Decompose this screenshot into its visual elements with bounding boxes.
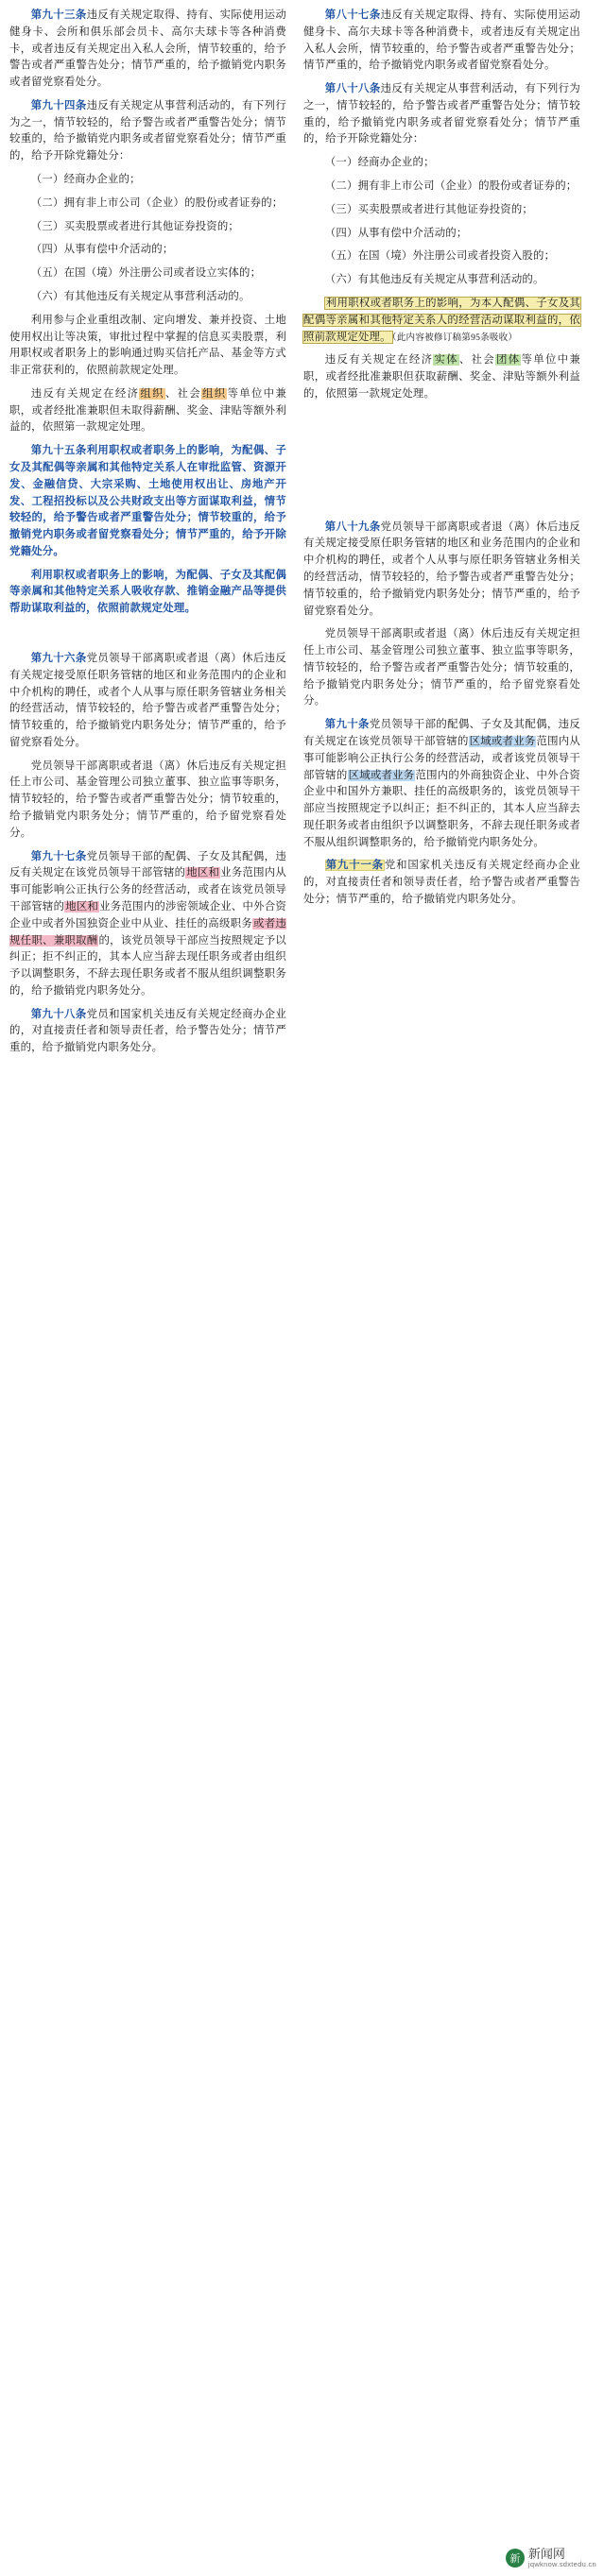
article-text: 党和国家机关违反有关规定经商办企业的，对直接责任者和领导责任者，给予警告或者严重警告处分；情节严重的，给予撤销党内职务处分。 [303,860,580,906]
article-number: 第九十三条 [30,9,87,21]
highlight-region-1: 地区和 [186,867,220,879]
left-column [9,8,286,1064]
right-column [303,8,580,915]
highlight-organization-2: 组织 [202,387,227,400]
article-95-paragraph-2: 利用职权或者职务上的影响，为配偶、子女及其配偶等亲属和其他特定关系人吸收存款、推销金融产品等提供帮助谋取利益的，依照前款规定处理。 [9,569,286,615]
text-middle-1: 范围内从事可能影响公正执行公务的经营活动，或者该党员领导干部管辖的 [303,736,580,781]
article-88-paragraph-2 [303,296,580,346]
article-94-paragraph-3 [9,386,286,436]
text-before-highlight: 党员领导干部的配偶、子女及其配偶，违反有关规定在该党员领导干部管辖的 [9,850,286,879]
article-88 [303,81,580,148]
article-text: 利用职权或者职务上的影响，为配偶、子女及其配偶等亲属和其他特定关系人在审批监管、资源开发、金融信贷、大宗采购、土地使用权出让、房地产开发、工程招投标以及公共财政支出等方面谋取利益，情节较轻的，给予警告或者严重警告处分；情节较重的，给予撤销党内职务或者留党察看处分；情节严重的，给予开除党籍处分。 [9,445,286,557]
column-alignment-spacer [303,410,580,520]
article-number: 第九十一条 [325,860,384,872]
article-text: 违反有关规定从事营利活动，有下列行为之一，情节较轻的，给予警告或者严重警告处分；情节较重的，给予撤销党内职务或者留党察看处分；情节严重的，给予开除党籍处分： [303,83,580,145]
article-number: 第八十九条 [324,520,381,533]
article-88-item-5: （五）在国（境）外注册公司或者投资入股的； [324,250,556,263]
highlight-region-scope-1: 区域或者业务 [469,736,536,747]
text-before-highlight: 违反有关规定在经济 [30,387,140,400]
article-87 [303,8,580,75]
editor-note: （此内容被修订稿第95条吸收） [391,332,518,343]
article-88-item-4: （四）从事有偿中介活动的； [324,227,468,239]
article-98 [9,1007,286,1057]
article-94-item-4: （四）从事有偿中介活动的； [30,244,174,256]
article-text: 党员领导干部离职或者退（离）休后违反有关规定接受原任职务管辖的地区和业务范围内的企业和中介机构的聘任，或者个人从事与原任职务管辖业务相关的经营活动，情节较轻的，给予警告或者严重警告处分；情节较重的，给予撤销党内职务处分；情节严重的，给予留党察看处分。 [303,520,580,617]
article-89 [303,520,580,621]
article-number: 第九十四条 [30,99,87,111]
text-middle: 、社会 [164,387,202,400]
article-number: 第八十八条 [324,83,381,95]
article-90 [303,717,580,851]
article-text: 违反有关规定取得、持有、实际使用运动健身卡、会所和俱乐部会员卡、高尔夫球卡等各种消费卡，或者违反有关规定出入私人会所，情节较重的，给予警告或者严重警告处分；情节严重的，给予撤销党内职务或者留党察看处分。 [9,9,286,89]
watermark-text-stack [528,2548,596,2568]
article-97 [9,849,286,1000]
article-91 [303,858,580,908]
highlight-region-2: 地区和 [65,900,99,913]
text-middle-2: 范围内的外商独资企业、中外合资企业中和国外方兼职、挂任的高级职务的，该党员领导干部应当按照规定予以纠正；拒不纠正的，其本人应当辞去现任职务或者由组织予以调整职务，不辞去现任职务或者不服从组织调整职务的，给予撤销党内职务处分。 [303,769,580,848]
text-before-highlight: 违反有关规定在经济 [324,354,434,367]
highlight-entity-2: 团体 [496,354,521,367]
article-96-paragraph-2: 党员领导干部离职或者退（离）休后违反有关规定担任上市公司、基金管理公司独立董事、独立监事等职务，情节较轻的，给予警告或者严重警告处分；情节较重的，给予撤销党内职务处分；情节严重的，给予留党察看处分。 [9,759,286,839]
text-middle: 、社会 [458,354,496,367]
article-94 [9,98,286,165]
text-after-highlight: 等单位中兼职，或者经批准兼职但未取得薪酬、奖金、津贴等额外利益的，依照第一款规定处理。 [9,387,286,434]
article-88-item-6: （六）有其他违反有关规定从事营利活动的。 [324,274,544,286]
article-88-paragraph-3 [303,352,580,402]
article-88-item-3: （三）买卖股票或者进行其他证券投资的； [324,203,534,215]
article-89-paragraph-2: 党员领导干部离职或者退（离）休后违反有关规定担任上市公司、基金管理公司独立董事、独立监事等职务，情节较轻的，给予警告或者严重警告处分；情节较重的，给予撤销党内职务处分；情节严重的，给予留党察看处分。 [303,628,580,708]
highlight-deleted-clause: 利用职权或者职务上的影响，为本人配偶、子女及其配偶等亲属和其他特定关系人的经营活动谋取利益的，依照前款规定处理。 [303,297,580,343]
text-middle-1: 业务范围内从事可能影响公正执行公务的经营活动，或者在该党员领导干部管辖的 [9,867,287,913]
article-94-paragraph-2: 利用参与企业重组改制、定向增发、兼并投资、土地使用权出让等决策，审批过程中掌握的信息买卖股票，利用职权或者职务上的影响通过购买信托产品、基金等方式非正常获利的，依照前款规定处理。 [9,314,286,377]
article-number: 第九十六条 [30,653,87,664]
article-number: 第九十五条 [30,445,87,457]
article-number: 第九十条 [324,719,370,731]
article-94-item-1: （一）经商办企业的； [30,174,141,186]
article-94-item-5: （五）在国（境）外注册公司或者设立实体的； [30,267,262,280]
article-text: 违反有关规定从事营利活动的，有下列行为之一，情节较轻的，给予警告或者严重警告处分；情节较重的，给予撤销党内职务或者留党察看处分；情节严重的，给予开除党籍处分： [9,99,286,162]
article-number: 第九十七条 [30,850,87,862]
highlight-region-scope-2: 区域或者业务 [348,769,415,781]
article-96 [9,651,286,752]
watermark-title: 新闻网 [527,2547,565,2562]
article-number: 第九十八条 [30,1008,87,1020]
text-middle-2: 业务范围内的涉密领域企业、中外合资企业中或者外国独资企业中从业、挂任的高级职务 [9,900,286,930]
article-95 [9,443,286,560]
article-number: 第八十七条 [324,9,381,21]
article-text: 违反有关规定取得、持有、实际使用运动健身卡、高尔夫球卡等各种消费卡，或者违反有关规定出入私人会所，情节较重的，给予警告或者严重警告处分；情节严重的，给予撤销党内职务或者留党察看处分。 [303,9,580,72]
highlight-entity-1: 实体 [434,354,458,367]
article-94-item-6: （六）有其他违反有关规定从事营利活动的。 [30,290,250,302]
article-94-item-2: （二）拥有非上市公司（企业）的股份或者证券的； [30,196,284,209]
text-before-highlight: 党员领导干部的配偶、子女及其配偶，违反有关规定在该党员领导干部管辖的 [303,719,580,747]
two-column-layout [9,8,595,1064]
watermark-url: jqwknow.sdxtedu.cn [527,2560,596,2569]
article-text: 党员和国家机关违反有关规定经商办企业的，对直接责任者和领导责任者，给予警告处分；情节严重的，给予撤销党内职务处分。 [9,1008,286,1054]
article-text: 党员领导干部离职或者退（离）休后违反有关规定接受原任职务管辖的地区和业务范围内的企业和中介机构的聘任，或者个人从事与原任职务管辖业务相关的经营活动，情节较轻的，给予警告或者严重警告处分；情节较重的，给予撤销党内职务处分；情节严重的，给予留党察看处分。 [9,653,286,748]
article-94-item-3: （三）买卖股票或者进行其他证券投资的； [30,220,240,232]
watermark [506,2548,596,2568]
highlight-illegal-employment: 或者违规任职、兼职取酬 [9,917,286,947]
text-after-highlight: 的，该党员领导干部应当按照规定予以纠正；拒不纠正的，其本人应当辞去现任职务或者由组织予以调整职务，不辞去现任职务或者不服从组织调整职务的，给予撤销党内职务处分。 [9,934,286,997]
column-gap-spacer [9,624,286,651]
article-88-item-1: （一）经商办企业的； [324,157,435,169]
watermark-logo-icon: 新 [506,2549,525,2567]
article-88-item-2: （二）拥有非上市公司（企业）的股份或者证券的； [324,180,578,193]
article-93 [9,8,286,92]
text-after-highlight: 等单位中兼职，或者经批准兼职但获取薪酬、奖金、津贴等额外利益的，依照第一款规定处理。 [303,354,580,400]
highlight-organization-1: 组织 [140,387,164,400]
